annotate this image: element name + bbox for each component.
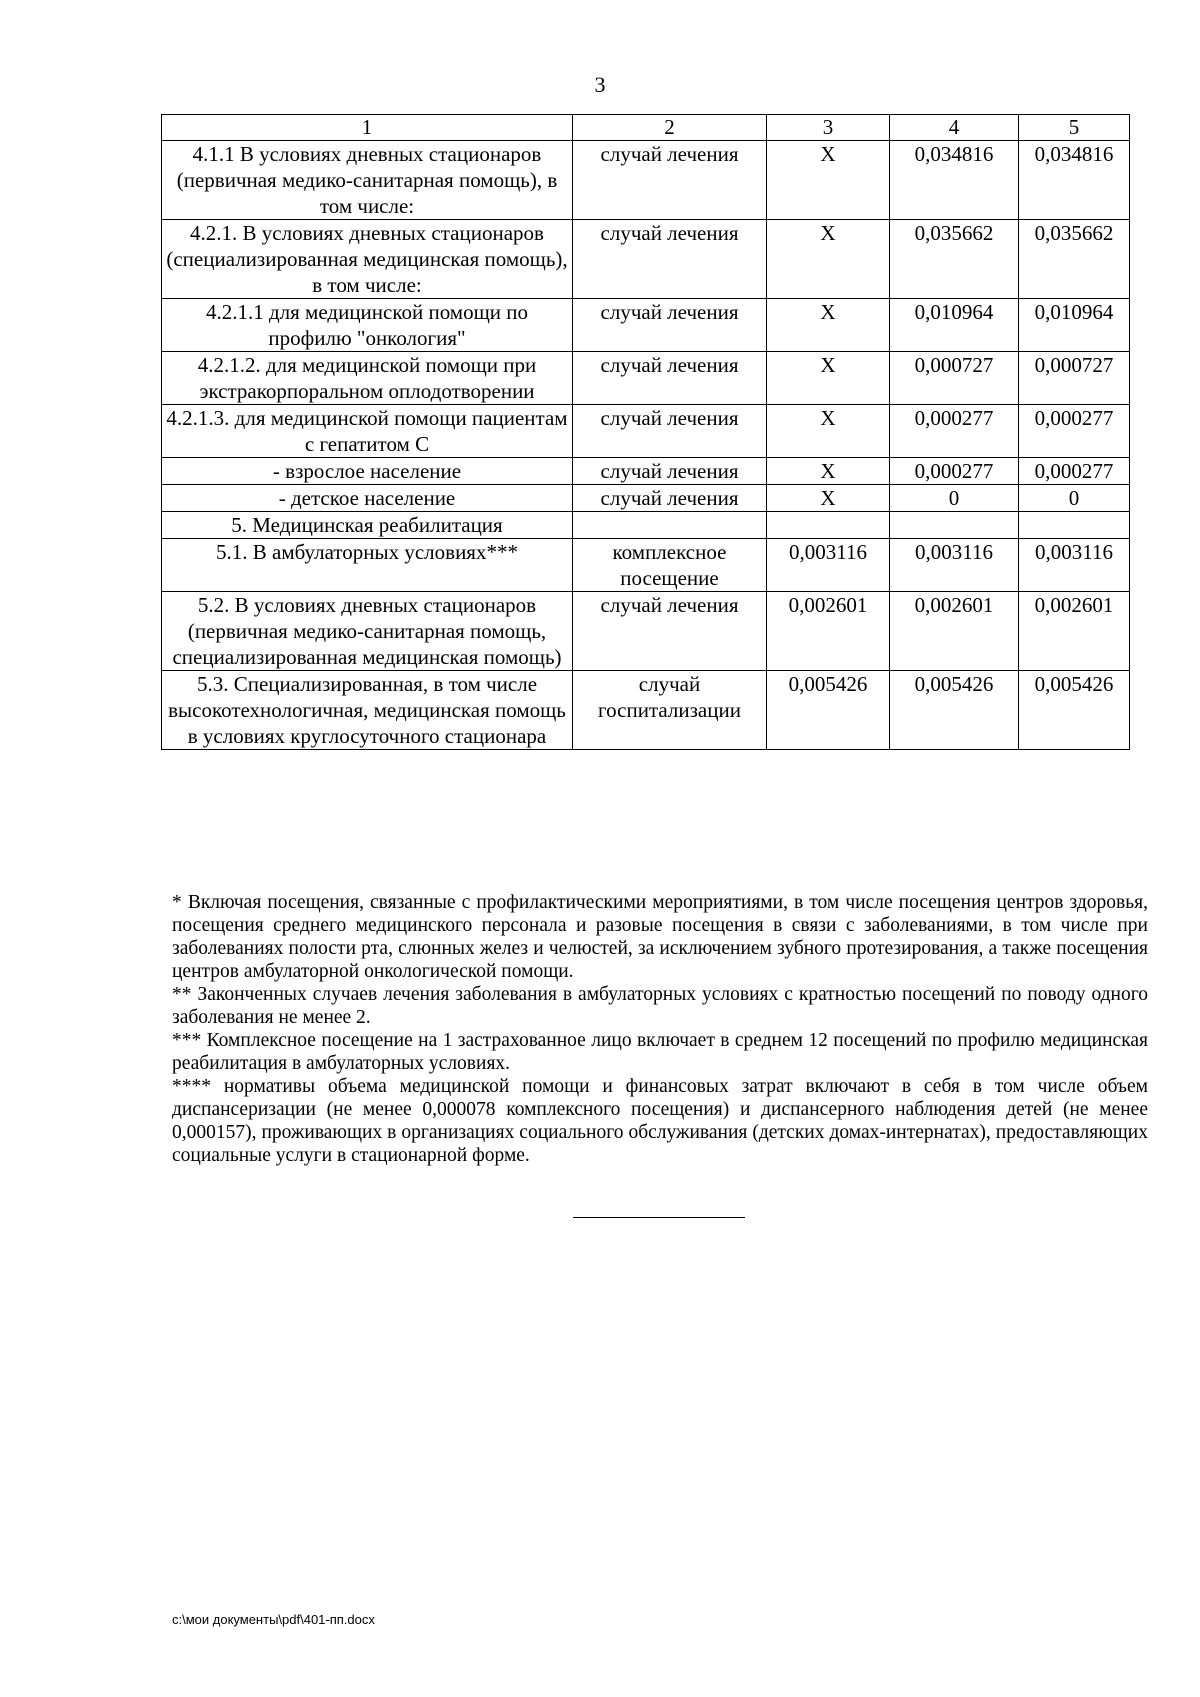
value-cell	[767, 512, 890, 539]
row-label: 4.2.1.3. для медицинской помощи пациентам с гепатитом С	[162, 405, 573, 458]
file-path: c:\мои документы\pdf\401-пп.docx	[172, 1612, 375, 1627]
value-cell: 0,034816	[890, 141, 1019, 220]
header-cell: 1	[162, 115, 573, 141]
value-cell: 0,010964	[890, 299, 1019, 352]
value-cell: 0,003116	[1019, 539, 1130, 592]
unit-cell: случай лечения	[573, 405, 767, 458]
value-cell: 0,005426	[890, 671, 1019, 750]
value-cell: Х	[767, 299, 890, 352]
value-cell: 0,002601	[767, 592, 890, 671]
unit-cell: случай госпитализации	[573, 671, 767, 750]
unit-cell: случай лечения	[573, 352, 767, 405]
value-cell: Х	[767, 458, 890, 485]
header-cell: 3	[767, 115, 890, 141]
row-label: 5.1. В амбулаторных условиях***	[162, 539, 573, 592]
page-number: 3	[594, 72, 606, 97]
table-row	[162, 141, 1130, 220]
row-label: 5.2. В условиях дневных стационаров (первичная медико-санитарная помощь, специализированная медицинская помощь)	[162, 592, 573, 671]
row-label: - взрослое население	[162, 458, 573, 485]
value-cell: Х	[767, 220, 890, 299]
table-row	[162, 485, 1130, 512]
value-cell: 0,000277	[1019, 458, 1130, 485]
footnote: *** Комплексное посещение на 1 застрахованное лицо включает в среднем 12 посещений по профилю медицинская реабилитация в амбулаторных условиях.	[172, 1030, 1148, 1074]
unit-cell: случай лечения	[573, 458, 767, 485]
value-cell: Х	[767, 405, 890, 458]
footnotes	[172, 891, 1148, 1167]
unit-cell: случай лечения	[573, 485, 767, 512]
value-cell: 0,000277	[1019, 405, 1130, 458]
table-row	[162, 458, 1130, 485]
value-cell: 0,005426	[767, 671, 890, 750]
unit-cell	[573, 512, 767, 539]
table-header-row	[162, 115, 1130, 141]
value-cell: Х	[767, 485, 890, 512]
table-row	[162, 592, 1130, 671]
table-row	[162, 405, 1130, 458]
value-cell: Х	[767, 141, 890, 220]
table-row	[162, 352, 1130, 405]
value-cell: 0,002601	[890, 592, 1019, 671]
header-cell: 4	[890, 115, 1019, 141]
row-label: 4.2.1.1 для медицинской помощи по профилю "онкология"	[162, 299, 573, 352]
footnote: ** Законченных случаев лечения заболевания в амбулаторных условиях с кратностью посещений по поводу одного заболевания не менее 2.	[172, 984, 1148, 1028]
value-cell: 0,010964	[1019, 299, 1130, 352]
end-rule	[573, 1217, 745, 1218]
value-cell: Х	[767, 352, 890, 405]
row-label: - детское население	[162, 485, 573, 512]
table-row	[162, 220, 1130, 299]
value-cell: 0,003116	[890, 539, 1019, 592]
row-label: 4.1.1 В условиях дневных стационаров (первичная медико-санитарная помощь), в том числе:	[162, 141, 573, 220]
value-cell: 0,000727	[890, 352, 1019, 405]
value-cell: 0,000277	[890, 405, 1019, 458]
row-label: 5.3. Специализированная, в том числе высокотехнологичная, медицинская помощь в условиях круглосуточного стационара	[162, 671, 573, 750]
header-cell: 2	[573, 115, 767, 141]
value-cell: 0	[1019, 485, 1130, 512]
footnote: **** нормативы объема медицинской помощи и финансовых затрат включают в себя в том числе объем диспансеризации (не менее 0,000078 комплексного посещения) и диспансерного наблюдения детей (не менее 0,000157), проживающих в организациях социального обслуживания (детских домах-интернатах), предоставляющих социальные услуги в стационарной форме.	[172, 1076, 1148, 1166]
norms-table	[161, 114, 1130, 750]
table-row	[162, 512, 1130, 539]
unit-cell: случай лечения	[573, 592, 767, 671]
value-cell: 0,034816	[1019, 141, 1130, 220]
value-cell	[890, 512, 1019, 539]
value-cell: 0	[890, 485, 1019, 512]
header-cell: 5	[1019, 115, 1130, 141]
table-row	[162, 539, 1130, 592]
value-cell	[1019, 512, 1130, 539]
table-row	[162, 671, 1130, 750]
row-label: 4.2.1.2. для медицинской помощи при экстракорпоральном оплодотворении	[162, 352, 573, 405]
table-row	[162, 299, 1130, 352]
value-cell: 0,035662	[1019, 220, 1130, 299]
value-cell: 0,000727	[1019, 352, 1130, 405]
unit-cell: случай лечения	[573, 299, 767, 352]
value-cell: 0,005426	[1019, 671, 1130, 750]
value-cell: 0,000277	[890, 458, 1019, 485]
unit-cell: случай лечения	[573, 141, 767, 220]
value-cell: 0,003116	[767, 539, 890, 592]
value-cell: 0,035662	[890, 220, 1019, 299]
footnote: * Включая посещения, связанные с профилактическими мероприятиями, в том числе посещения центров здоровья, посещения среднего медицинского персонала и разовые посещения в связи с заболеваниями, в том числе при заболеваниях полости рта, слюнных желез и челюстей, за исключением зубного протезирования, а также посещения центров амбулаторной онкологической помощи.	[172, 892, 1148, 982]
value-cell: 0,002601	[1019, 592, 1130, 671]
row-label: 5. Медицинская реабилитация	[162, 512, 573, 539]
row-label: 4.2.1. В условиях дневных стационаров (специализированная медицинская помощь), в том числе:	[162, 220, 573, 299]
unit-cell: случай лечения	[573, 220, 767, 299]
unit-cell: комплексное посещение	[573, 539, 767, 592]
